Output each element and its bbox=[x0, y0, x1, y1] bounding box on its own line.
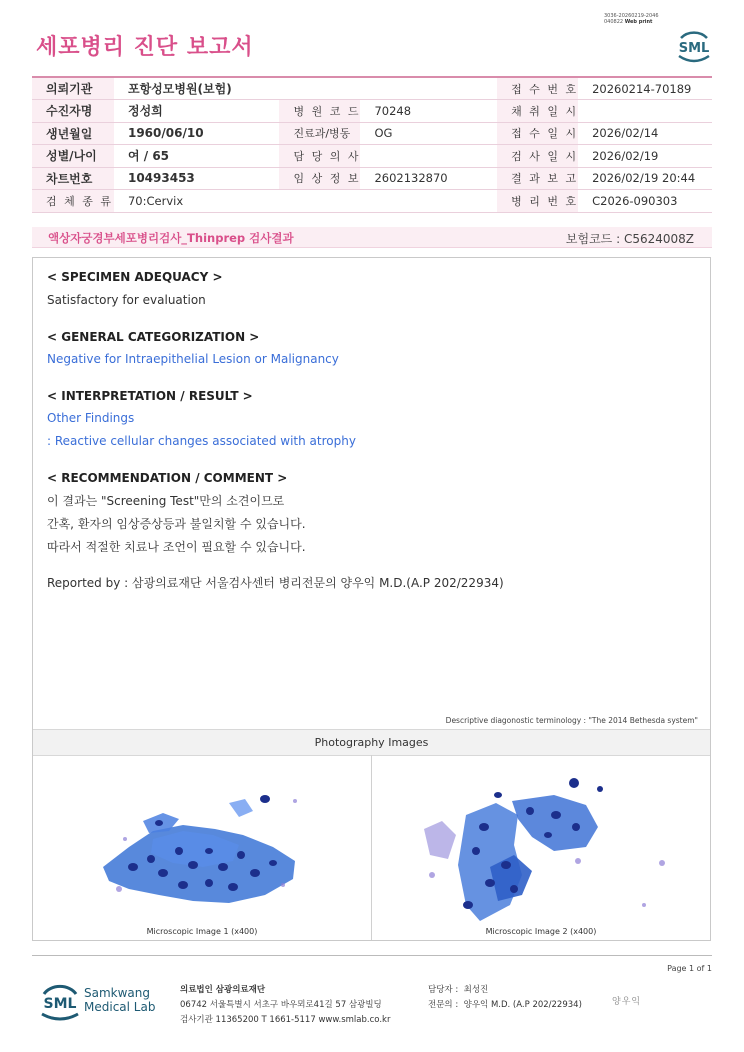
label-physician: 담 당 의 사 bbox=[279, 145, 360, 168]
recommendation-line: 간혹, 환자의 임상증상등과 불일치할 수 있습니다. bbox=[47, 517, 306, 531]
photo-caption-1: Microscopic Image 1 (x400) bbox=[146, 927, 258, 936]
label-hospital-code: 병 원 코 드 bbox=[279, 100, 360, 123]
value-collection-date bbox=[578, 100, 712, 123]
label-department: 진료과/병동 bbox=[279, 122, 360, 145]
footer-divider bbox=[32, 955, 712, 956]
label-sex-age: 성별/나이 bbox=[32, 145, 114, 168]
microscopic-image-1 bbox=[33, 755, 371, 930]
info-row bbox=[32, 145, 712, 168]
value-clinical-info: 2602132870 bbox=[360, 167, 497, 190]
value-result-report: 2026/02/19 20:44 bbox=[578, 167, 712, 190]
label-birth-date: 생년월일 bbox=[32, 122, 114, 145]
value-department: OG bbox=[360, 122, 497, 145]
label-specimen-type: 검 체 종 류 bbox=[32, 190, 114, 213]
photo-caption-2: Microscopic Image 2 (x400) bbox=[485, 927, 597, 936]
recommendation-heading: < RECOMMENDATION / COMMENT > bbox=[47, 471, 288, 485]
specialist-label: 전문의 : bbox=[428, 1000, 459, 1010]
value-test-date: 2026/02/19 bbox=[578, 145, 712, 168]
logo-line-1: Samkwang bbox=[84, 986, 150, 1000]
info-row bbox=[32, 100, 712, 123]
print-meta-line1: 3036-20260219-2046 bbox=[604, 13, 659, 19]
sml-logo-icon bbox=[673, 26, 715, 66]
reported-by: Reported by : 삼광의료재단 서울검사센터 병리전문의 양우익 M.D.(A.P 202/22934) bbox=[47, 576, 504, 590]
label-receipt-number: 접 수 번 호 bbox=[497, 77, 578, 100]
info-row bbox=[32, 167, 712, 190]
value-sex-age: 여 / 65 bbox=[114, 145, 279, 168]
interpretation-line-2: : Reactive cellular changes associated with atrophy bbox=[47, 434, 356, 448]
recommendation-line: 이 결과는 "Screening Test"만의 소견이므로 bbox=[47, 494, 285, 508]
result-box bbox=[32, 257, 711, 941]
test-name-bar bbox=[32, 227, 712, 248]
staff-label: 담당자 : bbox=[428, 985, 459, 995]
label-result-report: 결 과 보 고 bbox=[497, 167, 578, 190]
adequacy-heading: < SPECIMEN ADEQUACY > bbox=[47, 270, 223, 284]
value-birth-date: 1960/06/10 bbox=[114, 122, 279, 145]
organization-address: 06742 서울특별시 서초구 바우뫼로41길 57 삼광빌딩 bbox=[180, 1000, 382, 1010]
print-meta-line2: 040822 Web print bbox=[604, 19, 653, 25]
photo-cell-2 bbox=[372, 755, 710, 940]
recommendation-line: 따라서 적절한 치료나 조언이 필요할 수 있습니다. bbox=[47, 540, 306, 554]
value-specimen-type: 70:Cervix bbox=[114, 190, 497, 213]
organization-contact: 검사기관 11365200 T 1661-5117 www.smlab.co.kr bbox=[180, 1015, 391, 1025]
label-receipt-date: 접 수 일 시 bbox=[497, 122, 578, 145]
report-title: 세포병리 진단 보고서 bbox=[36, 35, 254, 60]
info-row bbox=[32, 190, 712, 213]
test-name: 액상자궁경부세포병리검사_Thinprep 검사결과 bbox=[48, 231, 294, 245]
terminology-note: Descriptive diagonostic terminology : "The 2014 Bethesda system" bbox=[445, 716, 698, 725]
microscopic-image-2 bbox=[372, 755, 710, 930]
insurance-code: 보험코드 : C5624008Z bbox=[565, 232, 694, 246]
value-chart-number: 10493453 bbox=[114, 167, 279, 190]
label-patient-name: 수진자명 bbox=[32, 100, 114, 123]
organization-name: 의료법인 삼광의료재단 bbox=[180, 985, 266, 995]
specialist-name: 양우익 M.D. (A.P 202/22934) bbox=[463, 1000, 582, 1010]
photo-cell-1 bbox=[33, 755, 372, 940]
staff-info bbox=[428, 983, 582, 1013]
categorization-heading: < GENERAL CATEGORIZATION > bbox=[47, 330, 260, 344]
value-hospital-code: 70248 bbox=[360, 100, 497, 123]
staff-name: 최성진 bbox=[463, 985, 489, 995]
adequacy-text: Satisfactory for evaluation bbox=[47, 293, 206, 307]
organization-info bbox=[180, 983, 390, 1028]
label-requesting-institution: 의뢰기관 bbox=[32, 77, 114, 100]
value-pathology-number: C2026-090303 bbox=[578, 190, 712, 213]
interpretation-heading: < INTERPRETATION / RESULT > bbox=[47, 389, 253, 403]
label-test-date: 검 사 일 시 bbox=[497, 145, 578, 168]
info-row bbox=[32, 122, 712, 145]
footer-logo bbox=[38, 978, 168, 1024]
specialist-signature: 양우익 bbox=[612, 997, 642, 1007]
value-patient-name: 정성희 bbox=[114, 100, 279, 123]
logo-line-2: Medical Lab bbox=[84, 1000, 156, 1014]
sml-footer-logo-text: SML bbox=[43, 996, 77, 1012]
value-receipt-number: 20260214-70189 bbox=[578, 77, 712, 100]
value-requesting-institution: 포항성모병원(보험) bbox=[114, 77, 497, 100]
print-meta bbox=[604, 13, 659, 25]
label-clinical-info: 임 상 정 보 bbox=[279, 167, 360, 190]
value-physician bbox=[360, 145, 497, 168]
categorization-text: Negative for Intraepithelial Lesion or Malignancy bbox=[47, 352, 339, 366]
photo-section-heading: Photography Images bbox=[33, 729, 710, 756]
sml-footer-logo-icon bbox=[38, 978, 82, 1024]
patient-info-table bbox=[32, 76, 712, 213]
label-pathology-number: 병 리 번 호 bbox=[497, 190, 578, 213]
info-row bbox=[32, 77, 712, 100]
label-collection-date: 채 취 일 시 bbox=[497, 100, 578, 123]
interpretation-line-1: Other Findings bbox=[47, 411, 135, 425]
page-number: Page 1 of 1 bbox=[667, 964, 712, 973]
sml-logo-text: SML bbox=[678, 41, 710, 56]
value-receipt-date: 2026/02/14 bbox=[578, 122, 712, 145]
label-chart-number: 차트번호 bbox=[32, 167, 114, 190]
